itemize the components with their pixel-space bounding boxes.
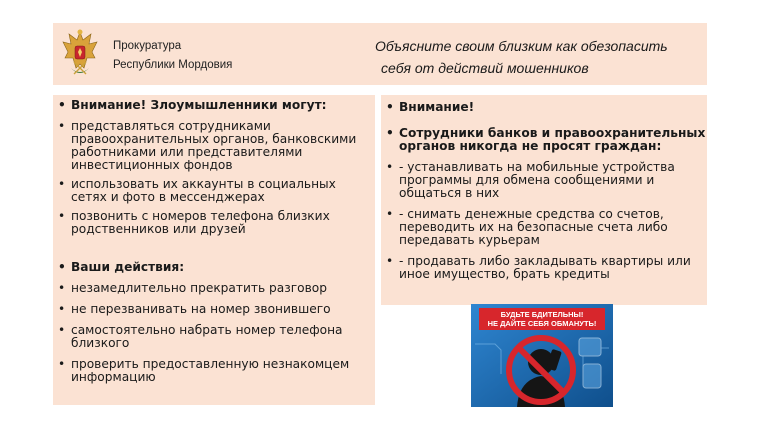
list-item: • позвонить с номеров телефона близких родственников или друзей (53, 210, 375, 236)
org-line-2: Республики Мордовия (113, 59, 233, 71)
title-line-2: себя от действий мошенников (381, 60, 589, 76)
list-item: • представляться сотрудниками правоохранительных органов, банковскими работниками или представителями инвестиционных фондов (53, 120, 375, 172)
organization-name (113, 37, 232, 75)
title-line-1: Объясните своим близким как обезопасить (375, 38, 668, 54)
poster-graphic (471, 304, 613, 407)
left-heading-warning: • Внимание! Злоумышленники могут: (53, 99, 375, 112)
poster-line-1: БУДЬТЕ БДИТЕЛЬНЫ! (500, 310, 584, 319)
list-item: • незамедлительно прекратить разговор (53, 282, 375, 295)
page-title (375, 35, 668, 79)
right-info-panel (381, 95, 707, 305)
right-heading-attention: • Внимание! (381, 101, 707, 114)
list-item: • - устанавливать на мобильные устройства программы для обмена сообщениями и общаться в них (381, 161, 707, 200)
list-item: • не перезванивать на номер звонившего (53, 303, 375, 316)
list-item: • - продавать либо закладывать квартиры или иное имущество, брать кредиты (381, 255, 707, 281)
left-info-panel (53, 95, 375, 405)
list-item: • - снимать денежные средства со счетов, переводить их на безопасные счета либо передавать курьерам (381, 208, 707, 247)
org-line-1: Прокуратура (113, 40, 182, 52)
poster-line-2: НЕ ДАЙТЕ СЕБЯ ОБМАНУТЬ! (487, 319, 597, 328)
right-heading-never-ask: • Сотрудники банков и правоохранительных органов никогда не просят граждан: (381, 127, 707, 153)
list-item: • самостоятельно набрать номер телефона близкого (53, 324, 375, 350)
warning-poster (471, 304, 613, 407)
left-heading-actions: • Ваши действия: (53, 261, 375, 274)
prosecutor-emblem-icon (61, 28, 99, 80)
header-banner (53, 23, 707, 85)
list-item: • проверить предоставленную незнакомцем информацию (53, 358, 375, 384)
list-item: • использовать их аккаунты в социальных сетях и фото в мессенджерах (53, 178, 375, 204)
